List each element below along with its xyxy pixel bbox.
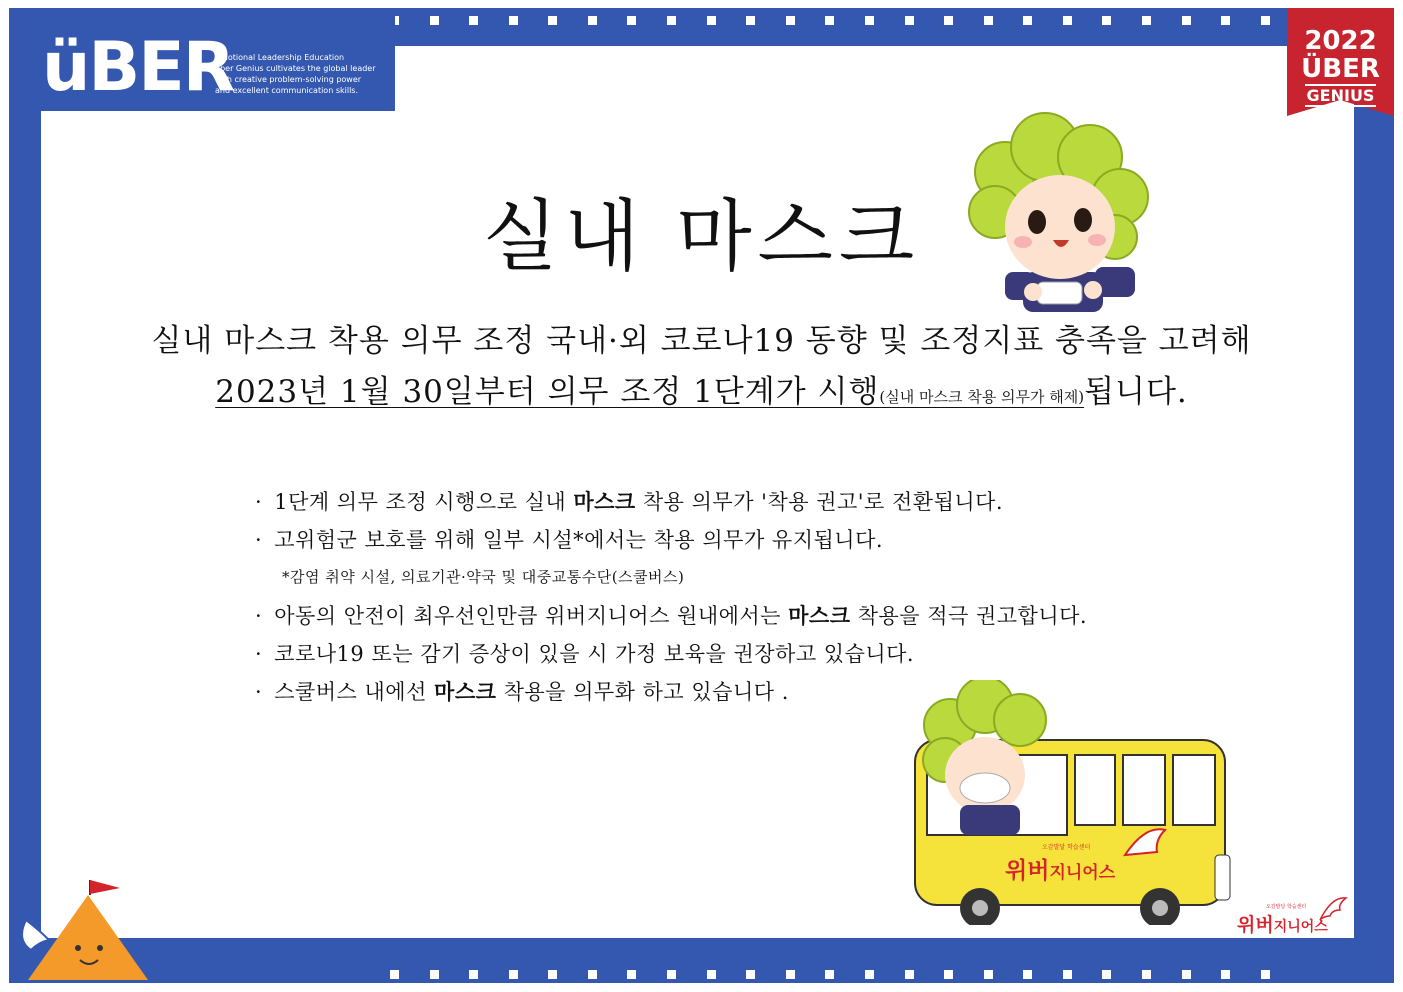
- badge-brand: ÜBER: [1301, 54, 1380, 84]
- uber-logo: üBER: [42, 28, 234, 107]
- wing-icon: [1318, 896, 1348, 924]
- school-bus-illustration: [905, 680, 1240, 925]
- top-dot-border: [390, 15, 1270, 25]
- brand-sub: 지니어스: [1273, 919, 1328, 935]
- bullet-text: 아동의 안전이 최우선인만큼 위버지니어스 원내에서는: [274, 604, 789, 628]
- list-item: [255, 600, 1255, 638]
- brand-tag: 오감발달 학습센터: [1266, 904, 1307, 910]
- lead-date-underlined: [215, 374, 1084, 410]
- bullet-bold: 마스크: [788, 603, 851, 628]
- lead-date-text: 2023년 1월 30일부터 의무 조정 1단계가 시행: [215, 374, 880, 410]
- corner-triangle-mascot: [18, 880, 158, 985]
- bus-brand-logo: [1005, 852, 1115, 885]
- lead-line-1: 실내 마스크 착용 의무 조정 국내·외 코로나19 동향 및 조정지표 충족을 고려해: [151, 323, 1252, 359]
- uber-genius-badge: [1287, 8, 1394, 116]
- bullet-text: 코로나19 또는 감기 증상이 있을 시 가정 보육을 권장하고 있습니다.: [274, 642, 915, 666]
- page-title: 실내 마스크: [482, 192, 921, 282]
- tagline-line: Emotional Leadership Education: [215, 53, 345, 62]
- brand-sub: 지니어스: [1049, 863, 1116, 883]
- bullet-dot: ·: [255, 680, 263, 704]
- bullet-text: 착용 의무가 '착용 권고'로 전환됩니다.: [635, 490, 1004, 514]
- tagline-line: with creative problem-solving power: [215, 75, 362, 84]
- lead-line-2: [0, 366, 1403, 411]
- tagline-line: uber Genius cultivates the global leader: [215, 64, 376, 73]
- bottom-dot-border: [390, 969, 1270, 979]
- bullet-dot: ·: [255, 642, 263, 666]
- bullet-text: 스쿨버스 내에선: [274, 680, 435, 704]
- lead-parenthetical: (실내 마스크 착용 의무가 해제): [879, 388, 1085, 406]
- bullet-text: 1단계 의무 조정 시행으로 실내: [274, 490, 574, 514]
- mascot-illustration: [965, 112, 1150, 312]
- list-item: [255, 638, 1255, 676]
- bullet-text: 착용을 의무화 하고 있습니다 .: [496, 680, 789, 704]
- footnote: *감염 취약 시설, 의료기관·약국 및 대중교통수단(스쿨버스): [282, 568, 685, 586]
- brand-main: 위버: [1005, 858, 1050, 884]
- badge-sub-label: GENIUS: [1306, 86, 1375, 105]
- badge-sub: [1287, 86, 1394, 105]
- badge-year: 2022: [1304, 26, 1377, 56]
- bullet-bold: 마스크: [434, 679, 497, 704]
- logo-tagline: [215, 52, 395, 96]
- bullet-dot: ·: [255, 604, 263, 628]
- tagline-line: and excellent communication skills.: [215, 86, 358, 95]
- list-item: [255, 524, 1255, 562]
- bullet-text: 착용을 적극 권고합니다.: [850, 604, 1088, 628]
- list-item: [255, 486, 1255, 524]
- bullet-text: 고위험군 보호를 위해 일부 시설*에서는 착용 의무가 유지됩니다.: [274, 528, 884, 552]
- bullet-dot: ·: [255, 490, 263, 514]
- bullet-bold: 마스크: [573, 489, 636, 514]
- brand-main: 위버: [1237, 914, 1274, 936]
- bus-brand-tag: 오감발달 학습센터: [1042, 844, 1091, 851]
- lead-ending: 됩니다.: [1084, 374, 1188, 410]
- brand-logo-bottom: [1237, 910, 1328, 937]
- bullet-dot: ·: [255, 528, 263, 552]
